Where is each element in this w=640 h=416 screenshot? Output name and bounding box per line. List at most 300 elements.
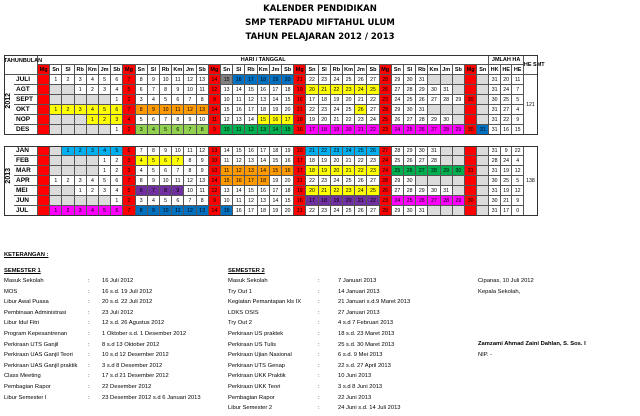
sem2-item-value: 27 Januari 2013 [338,309,380,316]
day-cell: 27 [428,95,440,105]
sem2-item-colon: : [318,352,320,359]
day-cell: 19 [270,206,282,216]
day-cell: 5 [123,186,135,196]
day-cell: 29 [441,166,453,176]
day-header-mg: Mg [209,65,221,75]
day-cell: 15 [221,176,233,186]
day-cell: 3 [136,125,148,135]
day-cell: 31 [441,186,453,196]
sem2-item-value: 3 s.d 8 Juni 2013 [338,384,383,390]
sem1-item-label: Class Meeting [4,373,41,380]
day-cell: 29 [404,146,416,156]
summary-cell: 21 [501,196,513,206]
day-cell: 12 [184,176,196,186]
day-cell: 24 [331,206,343,216]
day-cell: 19 [306,115,318,125]
day-cell: 25 [392,166,404,176]
summary-cell: 19 [501,166,513,176]
sem2-item-label: Perkiraan UTS Genap [228,362,286,369]
day-cell: 11 [172,176,184,186]
day-cell: 1 [50,206,62,216]
summary-cell: 4 [512,156,524,166]
day-cell: 23 [355,115,367,125]
day-cell: 13 [258,196,270,206]
day-cell: 4 [111,85,123,95]
day-cell: 14 [221,146,233,156]
day-header-sn: Sn [306,65,318,75]
day-cell: 4 [148,125,160,135]
day-cell: 28 [404,186,416,196]
day-cell: 9 [197,156,209,166]
sem2-item-colon: : [318,384,320,390]
day-cell: 16 [294,95,306,105]
sign-name: Zamzami Ahmad Zaini Dahlan, S. Sos. I [478,341,586,347]
day-cell: 18 [258,206,270,216]
day-cell: 2 [111,166,123,176]
day-cell: 4 [136,166,148,176]
day-cell: 21 [294,75,306,85]
sem1-item-value: 22 Desember 2012 [102,384,152,390]
header-jumlah-ha: JMLAH HA [489,55,524,65]
sem2-item-label: Libur Semester 2 [228,405,273,412]
day-cell: 19 [319,166,331,176]
day-header-rb: Rb [75,65,87,75]
day-cell: 29 [392,206,404,216]
semester1-title: SEMESTER 1 [4,268,41,274]
day-header-sl: Sl [404,65,416,75]
day-cell: 22 [331,186,343,196]
day-cell: 21 [306,146,318,156]
day-cell: 15 [270,166,282,176]
day-header-sl: Sl [62,65,74,75]
day-cell: 9 [160,146,172,156]
day-cell: 25 [404,196,416,206]
day-cell: 22 [306,176,318,186]
sem1-item-colon: : [88,331,90,337]
day-cell: 29 [416,85,428,95]
day-header-rb: Rb [245,65,257,75]
day-cell: 8 [197,196,209,206]
summary-head-hk: HK [489,65,501,75]
day-header-sl: Sl [319,65,331,75]
day-cell: 27 [404,115,416,125]
day-cell: 25 [380,115,392,125]
day-cell: 11 [233,125,245,135]
day-cell: 5 [99,176,111,186]
semester2-title: SEMESTER 2 [228,268,265,274]
day-header-sn: Sn [136,65,148,75]
day-cell: 2 [75,146,87,156]
header-hari-tanggal: HARI / TANGGAL [38,55,489,65]
day-cell: 19 [270,105,282,115]
day-cell: 8 [136,206,148,216]
day-cell: 18 [306,156,318,166]
day-cell: 30 [428,85,440,95]
month-label-okt: OKT [14,105,38,115]
day-cell: 28 [441,95,453,105]
day-cell: 23 [319,206,331,216]
day-cell: 23 [380,95,392,105]
sem2-item-label: Kegiatan Pemantapan kls IX [228,299,302,306]
day-cell: 25 [355,146,367,156]
day-cell: 26 [416,95,428,105]
day-cell: 22 [367,125,379,135]
day-cell: 20 [282,105,294,115]
month-label-des: DES [14,125,38,135]
day-cell: 20 [282,176,294,186]
summary-cell: 15 [512,125,524,135]
day-cell: 19 [319,156,331,166]
header-tahun-bulan-label: TAHUNBULAN [4,58,43,64]
day-cell: 14 [245,115,257,125]
day-cell: 12 [221,115,233,125]
sem1-item-value: 1 Oktober s.d. 1 Desember 2012 [102,331,187,337]
summary-cell: 5 [512,176,524,186]
day-cell: 10 [221,196,233,206]
day-cell: 21 [355,196,367,206]
summary-cell: 30 [489,176,501,186]
day-cell: 27 [392,85,404,95]
day-cell: 27 [367,75,379,85]
day-header-rb: Rb [416,65,428,75]
sem2-item-label: Perkiraan Ujian Nasional [228,352,292,359]
day-cell: 30 [404,75,416,85]
summary-cell: 0 [512,206,524,216]
month-label-juli: JULI [14,75,38,85]
day-cell: 31 [416,206,428,216]
summary-cell: 31 [489,206,501,216]
day-cell: 20 [331,156,343,166]
day-cell: 22 [306,206,318,216]
day-cell: 28 [428,166,440,176]
day-cell: 6 [111,206,123,216]
summary-head-he: HE [501,65,513,75]
day-header-km: Km [87,65,99,75]
day-cell: 12 [245,95,257,105]
day-cell: 3 [136,95,148,105]
day-cell: 26 [380,85,392,95]
day-cell: 5 [99,75,111,85]
day-cell: 10 [184,186,196,196]
day-cell: 15 [245,186,257,196]
title-line-2: SMP TERPADU MIFTAHUL ULUM [245,18,395,28]
day-cell: 27 [367,176,379,186]
sem1-item-colon: : [88,362,90,369]
day-cell: 3 [136,196,148,206]
day-cell: 16 [245,146,257,156]
day-cell: 8 [160,186,172,196]
day-cell: 23 [343,186,355,196]
day-cell: 3 [75,105,87,115]
sem2-item-value: 4 s.d 7 Februari 2013 [338,320,394,327]
day-header-sn: Sn [477,65,489,75]
day-cell: 15 [245,85,257,95]
day-cell: 18 [270,146,282,156]
day-cell: 23 [343,85,355,95]
day-cell: 29 [392,75,404,85]
day-cell: 5 [160,95,172,105]
day-cell: 17 [245,105,257,115]
day-cell: 30 [465,125,477,135]
summary-cell: 31 [489,125,501,135]
day-cell: 3 [111,115,123,125]
day-cell: 11 [172,75,184,85]
day-cell: 16 [282,156,294,166]
day-cell: 1 [50,105,62,115]
day-cell: 7 [123,206,135,216]
day-cell: 10 [160,206,172,216]
sem1-item-value: 17 s.d 21 Desember 2012 [102,373,169,380]
summary-cell: 22 [501,115,513,125]
day-cell: 21 [343,156,355,166]
day-cell: 10 [172,146,184,156]
day-cell: 28 [416,115,428,125]
day-cell: 26 [404,166,416,176]
day-cell: 22 [355,166,367,176]
summary-cell: 11 [512,75,524,85]
day-cell: 21 [355,95,367,105]
sign-role: Kepala Sekolah, [478,289,521,295]
month-label-apr: APR [14,176,38,186]
day-cell: 12 [209,85,221,95]
summary-head-he: HE [512,65,524,75]
sem1-item-colon: : [88,341,90,348]
day-cell: 23 [380,196,392,206]
day-cell: 10 [221,95,233,105]
day-cell: 2 [99,115,111,125]
day-cell: 22 [367,196,379,206]
month-label-mei: MEI [14,186,38,196]
day-cell: 18 [282,85,294,95]
day-cell: 31 [428,146,440,156]
day-cell: 6 [123,146,135,156]
day-cell: 24 [392,196,404,206]
summary-cell: 28 [489,156,501,166]
day-cell: 2 [87,186,99,196]
sem2-item-colon: : [318,278,320,284]
sem1-item-label: MOS [4,288,18,295]
day-cell: 4 [148,196,160,206]
summary-cell: 31 [489,186,501,196]
day-cell: 20 [319,115,331,125]
day-cell: 21 [294,176,306,186]
summary-cell: 31 [489,115,501,125]
day-cell: 30 [465,95,477,105]
day-cell: 13 [245,166,257,176]
day-cell: 13 [197,176,209,186]
sem1-item-label: Pembinaan Administrasi [4,309,67,316]
summary-cell: 30 [489,95,501,105]
day-cell: 9 [148,206,160,216]
summary-cell: 25 [501,95,513,105]
day-cell: 17 [245,206,257,216]
day-cell: 26 [404,156,416,166]
day-cell: 23 [331,146,343,156]
day-cell: 20 [306,186,318,196]
day-cell: 12 [197,146,209,156]
day-cell: 14 [209,176,221,186]
day-cell: 26 [367,146,379,156]
day-cell: 28 [380,206,392,216]
day-cell: 13 [221,85,233,95]
day-header-rb: Rb [331,65,343,75]
day-header-sb: Sb [282,65,294,75]
summary-cell: 31 [489,166,501,176]
day-cell: 21 [343,166,355,176]
keterangan-label: KETERANGAN : [4,252,49,258]
day-header-mg: Mg [38,65,50,75]
day-cell: 7 [172,166,184,176]
day-header-sb: Sb [111,65,123,75]
day-cell: 3 [87,146,99,156]
day-cell: 28 [380,75,392,85]
header-he-smt: HE SMT [524,55,538,75]
day-cell: 23 [319,176,331,186]
day-cell: 1 [62,146,74,156]
day-cell: 7 [160,115,172,125]
day-cell: 27 [380,146,392,156]
sem2-item-label: Pembagian Rapor [228,394,275,401]
day-cell: 26 [355,176,367,186]
day-cell: 10 [184,85,196,95]
sem2-item-value: 7 Januari 2013 [338,278,377,284]
month-label-nop: NOP [14,115,38,125]
day-header-sl: Sl [148,65,160,75]
day-cell: 8 [197,125,209,135]
day-cell: 24 [355,85,367,95]
sem2-item-value: 18 s.d. 23 Maret 2013 [338,331,395,337]
summary-cell: 17 [501,206,513,216]
day-cell: 23 [380,125,392,135]
summary-cell: 7 [512,85,524,95]
day-header-sn: Sn [221,65,233,75]
sem2-total: 138 [526,178,535,184]
day-cell: 14 [209,75,221,85]
day-cell: 25 [367,85,379,95]
day-cell: 6 [136,186,148,196]
sem1-item-colon: : [88,309,90,316]
day-cell: 5 [111,146,123,156]
sign-nip: NIP. - [478,352,493,358]
day-cell: 15 [221,75,233,85]
day-cell: 6 [111,75,123,85]
day-cell: 6 [160,156,172,166]
day-cell: 3 [75,176,87,186]
summary-cell: 30 [489,196,501,206]
day-cell: 14 [270,125,282,135]
sem2-item-colon: : [318,373,320,380]
day-cell: 9 [148,105,160,115]
day-header-rb: Rb [160,65,172,75]
day-cell: 21 [294,105,306,115]
day-cell: 30 [441,115,453,125]
day-cell: 22 [355,156,367,166]
day-cell: 13 [197,75,209,85]
day-cell: 7 [148,85,160,95]
day-cell: 26 [380,186,392,196]
sem1-item-value: 23 Juli 2012 [102,309,134,316]
day-cell: 15 [221,206,233,216]
day-cell: 2 [62,176,74,186]
day-cell: 1 [99,166,111,176]
day-cell: 9 [172,85,184,95]
summary-cell: 5 [512,95,524,105]
day-cell: 22 [306,105,318,115]
day-cell: 4 [87,75,99,85]
day-cell: 28 [404,85,416,95]
day-cell: 14 [209,105,221,115]
summary-cell: 31 [489,146,501,156]
sem2-item-value: 22 Juni 2013 [338,394,372,401]
day-cell: 14 [258,156,270,166]
day-cell: 6 [148,115,160,125]
day-cell: 23 [367,156,379,166]
day-cell: 9 [172,186,184,196]
day-cell: 8 [136,75,148,85]
day-cell: 18 [319,125,331,135]
day-cell: 11 [233,95,245,105]
sem2-item-value: 22 s.d. 27 April 2013 [338,362,391,369]
sem1-item-value: 12 s.d. 26 Agustus 2012 [102,320,165,327]
day-cell: 10 [160,75,172,85]
day-header-sb: Sb [367,65,379,75]
sem1-item-label: Libur Awal Puasa [4,299,49,306]
day-cell: 1 [99,156,111,166]
day-cell: 4 [87,105,99,115]
day-cell: 28 [428,156,440,166]
day-cell: 21 [319,85,331,95]
day-cell: 17 [306,95,318,105]
day-cell: 20 [282,75,294,85]
day-cell: 16 [233,176,245,186]
day-cell: 25 [404,125,416,135]
day-cell: 6 [160,166,172,176]
sem1-item-colon: : [88,384,90,390]
sem1-item-label: Libur Idul Fitri [4,320,40,327]
day-cell: 30 [404,206,416,216]
day-header-km: Km [428,65,440,75]
day-cell: 26 [416,196,428,206]
day-cell: 30 [453,166,465,176]
day-cell: 19 [282,146,294,156]
day-cell: 31 [477,125,489,135]
sem1-item-colon: : [88,299,90,306]
day-cell: 30 [428,186,440,196]
summary-cell: 9 [512,115,524,125]
sem2-item-label: Try Out 1 [228,288,252,295]
title-line-1: KALENDER PENDIDIKAN [263,4,377,14]
day-cell: 29 [428,115,440,125]
day-header-mg: Mg [465,65,477,75]
day-cell: 14 [258,166,270,176]
day-cell: 4 [123,115,135,125]
day-cell: 12 [184,105,196,115]
day-cell: 27 [416,156,428,166]
day-cell: 16 [258,186,270,196]
day-cell: 16 [270,115,282,125]
day-cell: 21 [331,115,343,125]
day-cell: 24 [392,125,404,135]
sem1-item-value: 3 s.d 8 Desember 2012 [102,362,163,369]
day-cell: 27 [428,196,440,206]
day-cell: 20 [306,85,318,95]
day-cell: 12 [245,125,257,135]
month-label-jun: JUN [14,196,38,206]
sem2-item-colon: : [318,341,320,348]
day-cell: 21 [294,206,306,216]
day-cell: 23 [319,75,331,85]
day-header-km: Km [258,65,270,75]
